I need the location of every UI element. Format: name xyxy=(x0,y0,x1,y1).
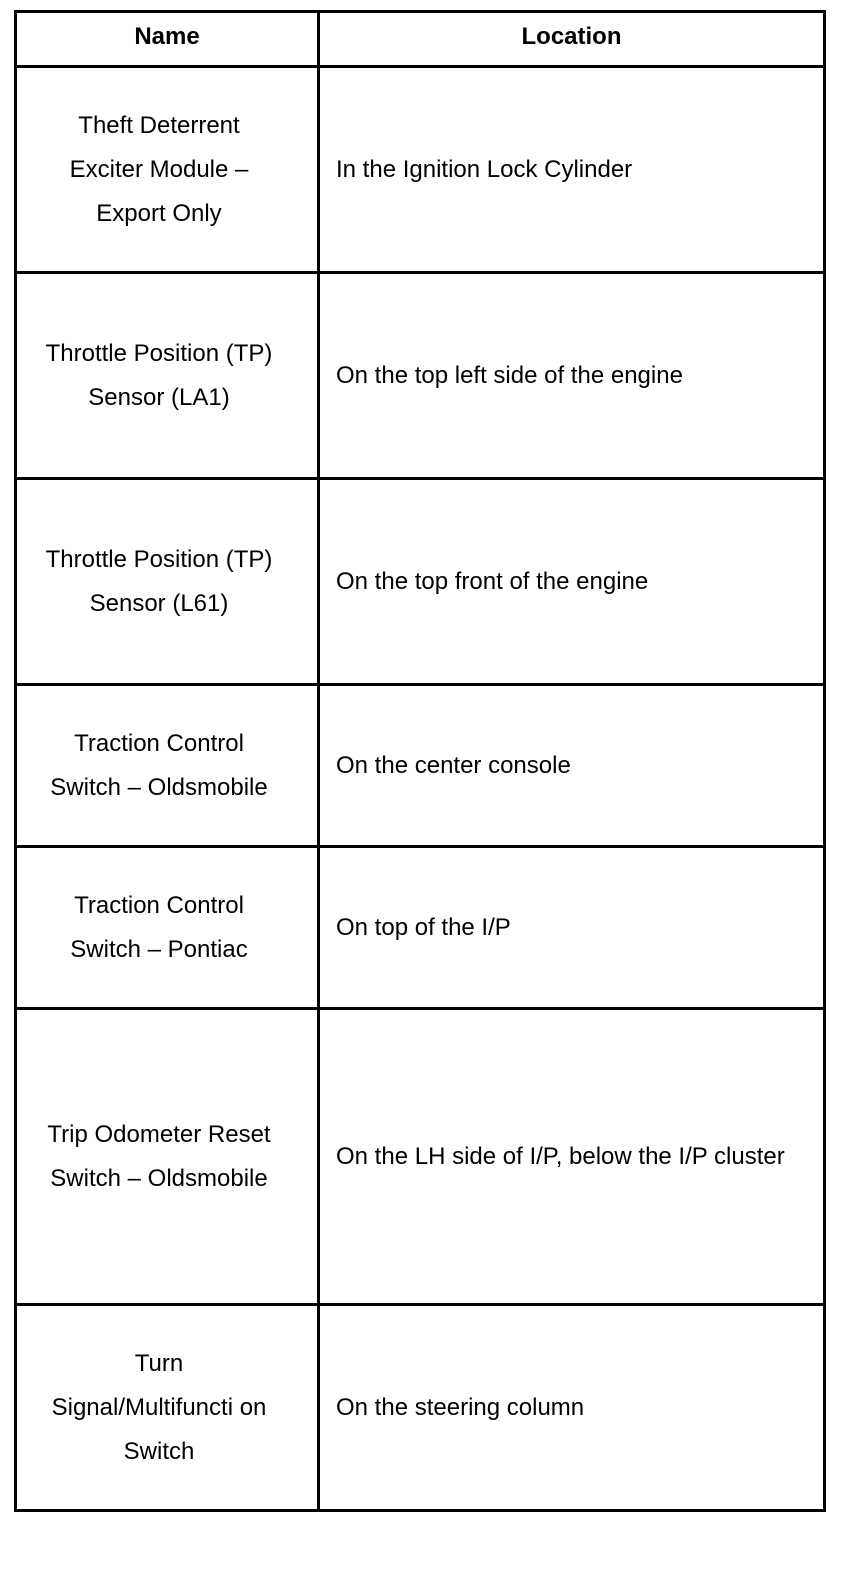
table-row xyxy=(16,479,825,685)
header-location: Location xyxy=(319,12,825,67)
table-row xyxy=(16,847,825,1009)
component-location-table xyxy=(14,10,826,1512)
row-location-cell: On the steering column xyxy=(319,1305,825,1511)
row-name-cell: Turn Signal/Multifuncti on Switch xyxy=(16,1305,319,1511)
row-name-cell: Trip Odometer Reset Switch – Oldsmobile xyxy=(16,1009,319,1305)
table-row xyxy=(16,67,825,273)
row-name-cell: Throttle Position (TP) Sensor (L61) xyxy=(16,479,319,685)
table-row xyxy=(16,685,825,847)
row-location-cell: In the Ignition Lock Cylinder xyxy=(319,67,825,273)
row-name-cell: Traction Control Switch – Oldsmobile xyxy=(16,685,319,847)
row-name-cell: Theft Deterrent Exciter Module – Export Only xyxy=(16,67,319,273)
table-row xyxy=(16,1009,825,1305)
row-location-cell: On the center console xyxy=(319,685,825,847)
row-location-cell: On the top front of the engine xyxy=(319,479,825,685)
row-name-cell: Traction Control Switch – Pontiac xyxy=(16,847,319,1009)
row-location-cell: On the LH side of I/P, below the I/P cluster xyxy=(319,1009,825,1305)
row-name-cell: Throttle Position (TP) Sensor (LA1) xyxy=(16,273,319,479)
table-row xyxy=(16,1305,825,1511)
row-location-cell: On top of the I/P xyxy=(319,847,825,1009)
table-header-row xyxy=(16,12,825,67)
header-name: Name xyxy=(16,12,319,67)
row-location-cell: On the top left side of the engine xyxy=(319,273,825,479)
table-row xyxy=(16,273,825,479)
